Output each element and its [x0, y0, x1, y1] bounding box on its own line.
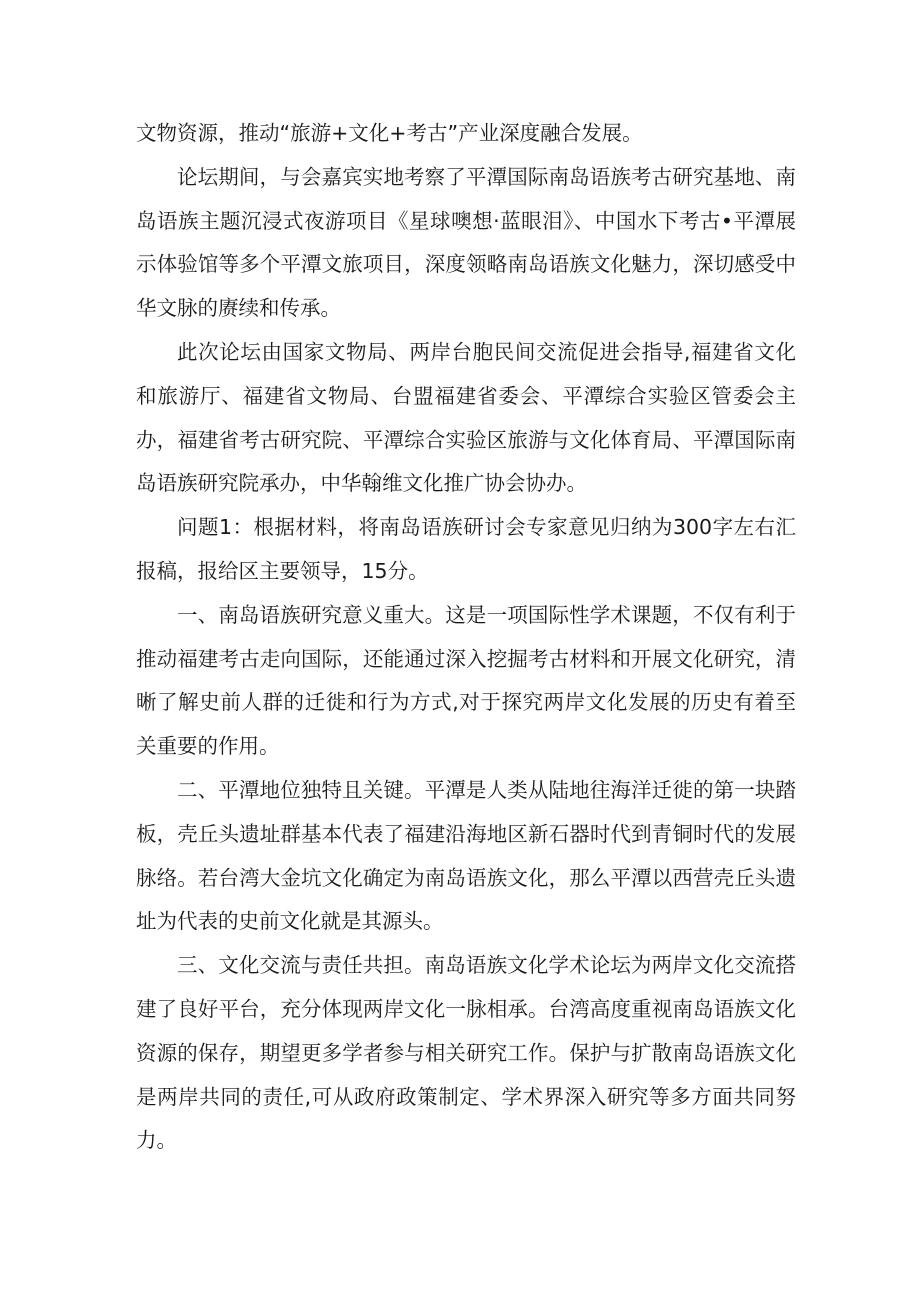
paragraph-point-two: 二、平潭地位独特且关键。平潭是人类从陆地往海洋迁徙的第一块踏板，壳丘头遗址群基本代表了福建沿海地区新石器时代到青铜时代的发展脉络。若台湾大金坑文化确定为南岛语族文化，那么平潭以西营壳丘头遗址为代表的史前文化就是其源头。: [136, 777, 796, 934]
paragraph-forum-visit: 论坛期间，与会嘉宾实地考察了平潭国际南岛语族考古研究基地、南岛语族主题沉浸式夜游项目《星球噢想·蓝眼泪》、中国水下考古•平潭展示体验馆等多个平潭文旅项目，深度领略南岛语族文化魅力，深切感受中华文脉的赓续和传承。: [136, 164, 796, 321]
paragraph-point-one: 一、南岛语族研究意义重大。这是一项国际性学术课题，不仅有利于推动福建考古走向国际，还能通过深入挖掘考古材料和开展文化研究，清晰了解史前人群的迁徙和行为方式,对于探究两岸文化发展的历史有着至关重要的作用。: [136, 602, 796, 759]
document-page: [136, 112, 796, 1163]
paragraph-intro-continuation: 文物资源，推动“旅游+文化+考古”产业深度融合发展。: [136, 121, 643, 145]
paragraph-question-1: 问题1：根据材料，将南岛语族研讨会专家意见归纳为300字左右汇报稿，报给区主要领导，15分。: [136, 515, 796, 583]
paragraph-forum-organizers: 此次论坛由国家文物局、两岸台胞民间交流促进会指导,福建省文化和旅游厅、福建省文物局、台盟福建省委会、平潭综合实验区管委会主办，福建省考古研究院、平潭综合实验区旅游与文化体育局、平潭国际南岛语族研究院承办，中华翰维文化推广协会协办。: [136, 339, 796, 496]
paragraph-point-three: 三、文化交流与责任共担。南岛语族文化学术论坛为两岸文化交流搭建了良好平台，充分体现两岸文化一脉相承。台湾高度重视南岛语族文化资源的保存，期望更多学者参与相关研究工作。保护与扩散南岛语族文化是两岸共同的责任,可从政府政策制定、学术界深入研究等多方面共同努力。: [136, 953, 796, 1153]
